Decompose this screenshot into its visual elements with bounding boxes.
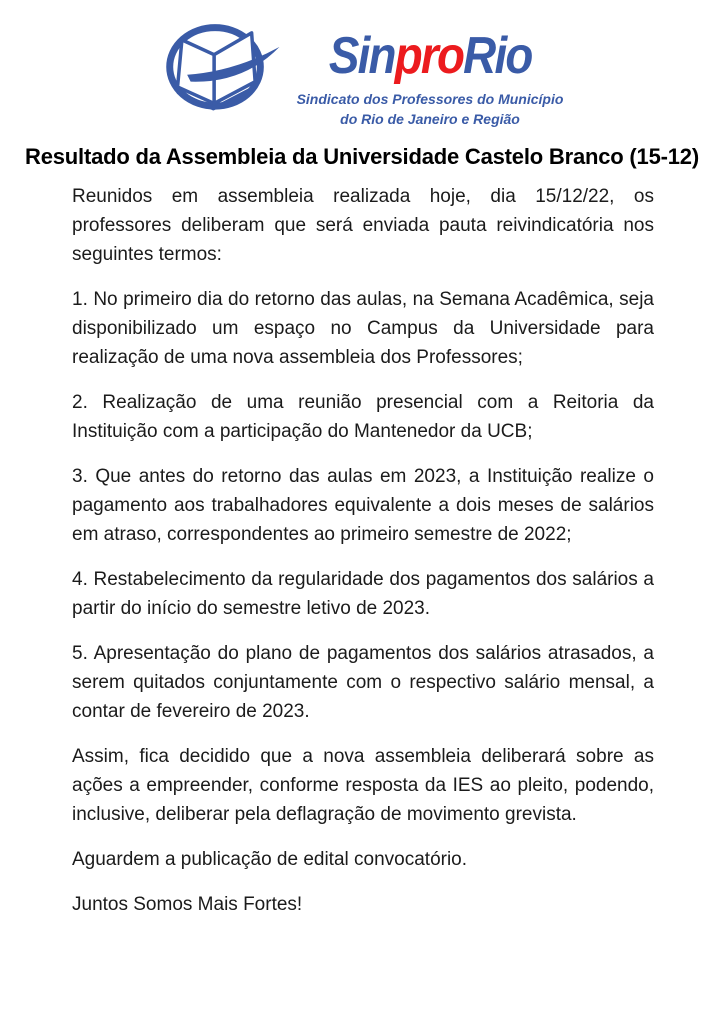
wordmark-pro: pro [394,27,463,85]
paragraph-item-5: 5. Apresentação do plano de pagamentos dos salários atrasados, a serem quitados conjuntamente com o respectivo salário mensal, a contar de fevereiro de 2023. [72,643,654,722]
open-book-icon [161,16,283,121]
paragraph-conclusion: Assim, fica decidido que a nova assembleia deliberará sobre as ações a empreender, conforme resposta da IES ao pleito, podendo, inclusive, deliberar pela deflagração de movimento grevista. [72,746,654,825]
logo-text-column [296,27,564,130]
paragraph-item-1: 1. No primeiro dia do retorno das aulas, na Semana Acadêmica, seja disponibilizado um espaço no Campus da Universidade para realização de uma nova assembleia dos Professores; [72,289,654,368]
paragraph-item-2: 2. Realização de uma reunião presencial com a Reitoria da Instituição com a participação do Mantenedor da UCB; [72,392,654,442]
paragraph-edital: Aguardem a publicação de edital convocatório. [72,849,468,870]
paragraph-item-3: 3. Que antes do retorno das aulas em 2023, a Instituição realize o pagamento aos trabalhadores equivalente a dois meses de salários em atraso, correspondentes ao primeiro semestre de 2022; [72,466,654,545]
sinpro-rio-logo [0,0,724,132]
page-title: Resultado da Assembleia da Universidade Castelo Branco (15-12) [25,144,699,169]
wordmark-rio: Rio [462,27,532,85]
logo-tagline-line2: do Rio de Janeiro e Região [340,111,520,128]
paragraph-intro: Reunidos em assembleia realizada hoje, dia 15/12/22, os professores deliberam que será enviada pauta reivindicatória nos seguintes termos: [72,186,654,265]
wordmark-sin: Sin [328,27,395,85]
logo-tagline [297,89,564,130]
paragraph-slogan: Juntos Somos Mais Fortes! [72,894,303,915]
logo-wordmark [328,27,532,85]
logo-tagline-line1: Sindicato dos Professores do Município [296,91,564,107]
document-body [72,182,654,919]
paragraph-item-4: 4. Restabelecimento da regularidade dos pagamentos dos salários a partir do início do semestre letivo de 2023. [72,569,654,619]
